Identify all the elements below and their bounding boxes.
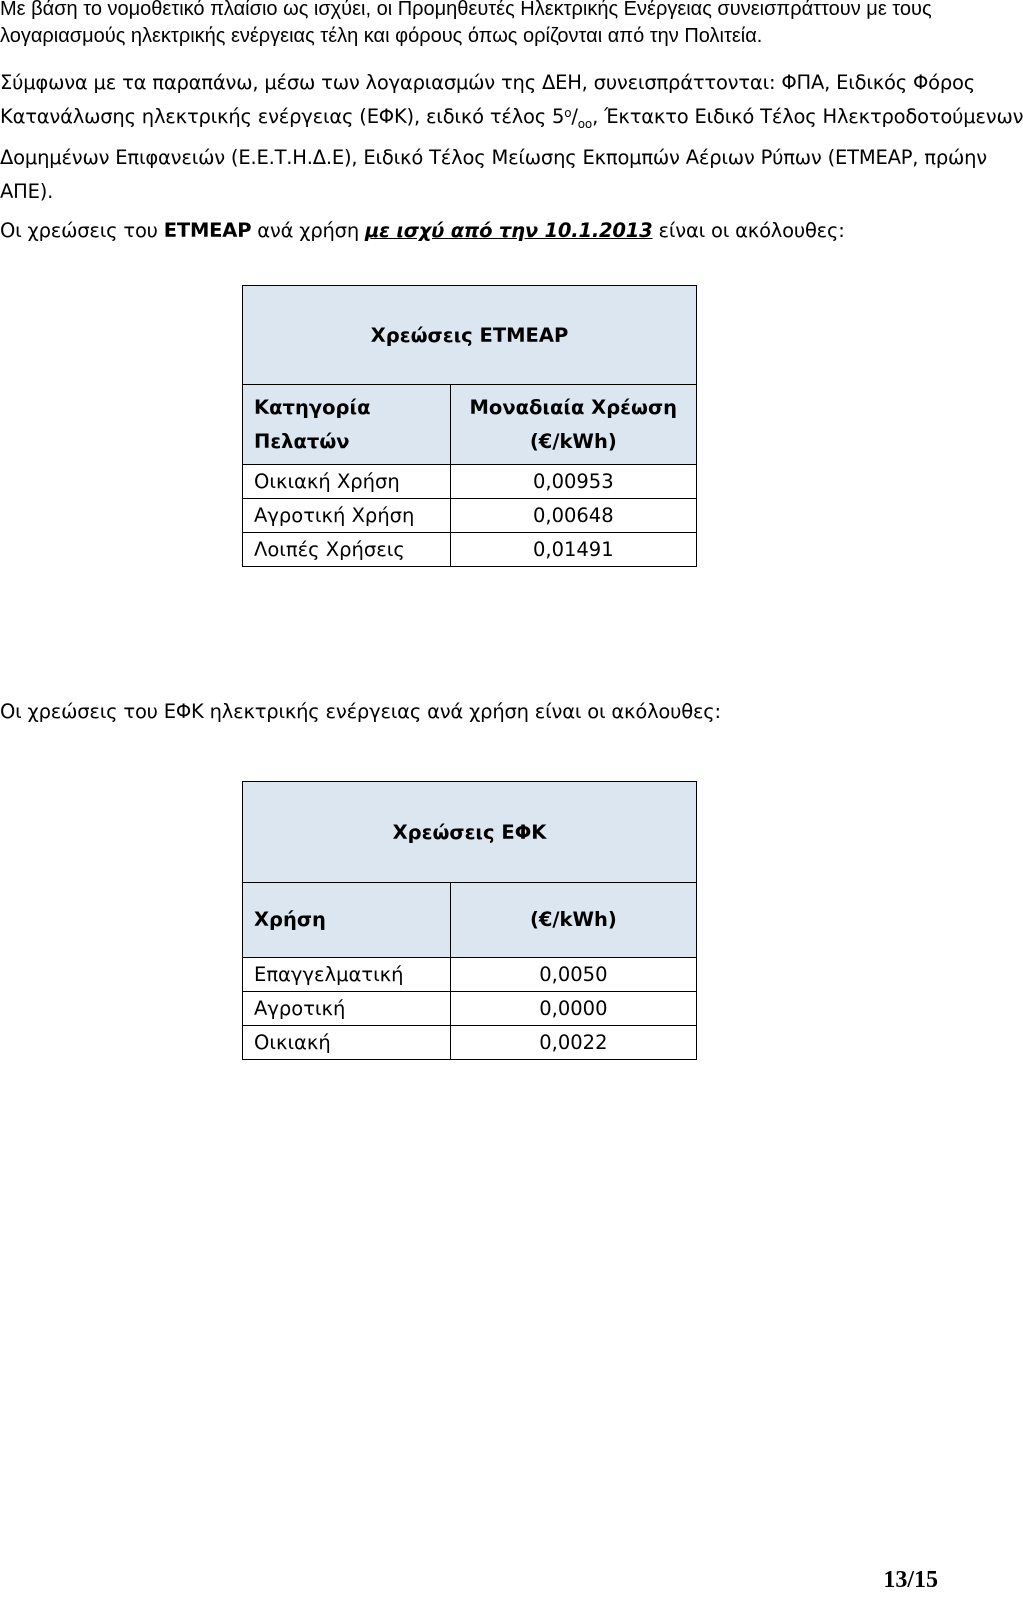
etmear-intro-post: είναι οι ακόλουθες: [652, 219, 845, 242]
efk-use-cell: Επαγγελματική [243, 958, 451, 992]
efk-table-caption: Χρεώσεις ΕΦΚ [243, 782, 697, 883]
efk-col-unit: (€/kWh) [450, 883, 696, 958]
etmear-value-cell: 0,00953 [450, 465, 696, 499]
per-mille-superscript: ο [564, 106, 572, 120]
intro-line-1: Με βάση το νομοθετικό πλαίσιο ως ισχύει, οι Προμηθευτές Ηλεκτρικής Ενέργειας συνεισπράττουν με τους [0, 0, 932, 20]
table-row [243, 992, 697, 1026]
efk-intro: Οι χρεώσεις του ΕΦΚ ηλεκτρικής ενέργειας ανά χρήση είναι οι ακόλουθες: [0, 700, 721, 723]
etmear-value-cell: 0,00648 [450, 499, 696, 533]
intro-line-2: λογαριασμούς ηλεκτρικής ενέργειας τέλη και φόρους όπως ορίζονται από την Πολιτεία. [0, 25, 763, 47]
efk-col-use: Χρήση [243, 883, 451, 958]
table-row [243, 499, 697, 533]
etmear-col-category [243, 385, 451, 465]
charges-line-3: Δομημένων Επιφανειών (Ε.Ε.Τ.Η.Δ.Ε), Ειδικό Τέλος Μείωσης Εκπομπών Αέριων Ρύπων (ΕΤΜΕΑΡ, πρώην [0, 145, 988, 169]
efk-value-cell: 0,0000 [450, 992, 696, 1026]
etmear-intro-pre: Οι χρεώσεις του [0, 219, 164, 242]
page-number: 13/15 [883, 1567, 938, 1593]
etmear-effective-date: με ισχύ από την 10.1.2013 [365, 219, 653, 242]
etmear-category-cell: Οικιακή Χρήση [243, 465, 451, 499]
etmear-intro [0, 214, 960, 248]
etmear-table-caption: Χρεώσεις ΕΤΜΕΑΡ [243, 286, 697, 385]
intro-paragraph [0, 0, 960, 50]
table-row [243, 533, 697, 567]
etmear-col-unit-charge [450, 385, 696, 465]
etmear-table [242, 285, 697, 567]
charges-line-1: Σύμφωνα με τα παραπάνω, μέσω των λογαριασμών της ΔΕΗ, συνεισπράττονται: ΦΠΑ, Ειδικός Φόρος [0, 71, 976, 94]
etmear-col-unit-charge-line1: Μοναδιαία Χρέωση [469, 395, 678, 419]
etmear-category-cell: Αγροτική Χρήση [243, 499, 451, 533]
table-row [243, 958, 697, 992]
etmear-intro-bold: ΕΤΜΕΑΡ [163, 219, 252, 242]
etmear-col-unit-charge-line2: (€/kWh) [529, 429, 617, 453]
efk-use-cell: Οικιακή [243, 1026, 451, 1060]
charges-line-4: ΑΠΕ). [0, 179, 54, 203]
table-row [243, 465, 697, 499]
efk-use-cell: Αγροτική [243, 992, 451, 1026]
etmear-col-category-line1: Κατηγορία [254, 395, 371, 419]
charges-line-2-end: , Έκτακτο Ειδικό Τέλος Ηλεκτροδοτούμενων [592, 105, 1023, 128]
efk-table [242, 781, 697, 1060]
etmear-value-cell: 0,01491 [450, 533, 696, 567]
per-mille-slash: / [571, 105, 578, 128]
charges-paragraph [0, 66, 1023, 209]
efk-value-cell: 0,0050 [450, 958, 696, 992]
etmear-intro-mid: ανά χρήση [251, 219, 365, 242]
efk-value-cell: 0,0022 [450, 1026, 696, 1060]
etmear-category-cell: Λοιπές Χρήσεις [243, 533, 451, 567]
charges-line-2 [0, 100, 1023, 141]
etmear-col-category-line2: Πελατών [254, 429, 350, 453]
per-mille-subscript: οο [577, 116, 593, 131]
table-row [243, 1026, 697, 1060]
charges-line-2-start: Κατανάλωσης ηλεκτρικής ενέργειας (ΕΦΚ), ειδικό τέλος 5 [0, 105, 565, 128]
